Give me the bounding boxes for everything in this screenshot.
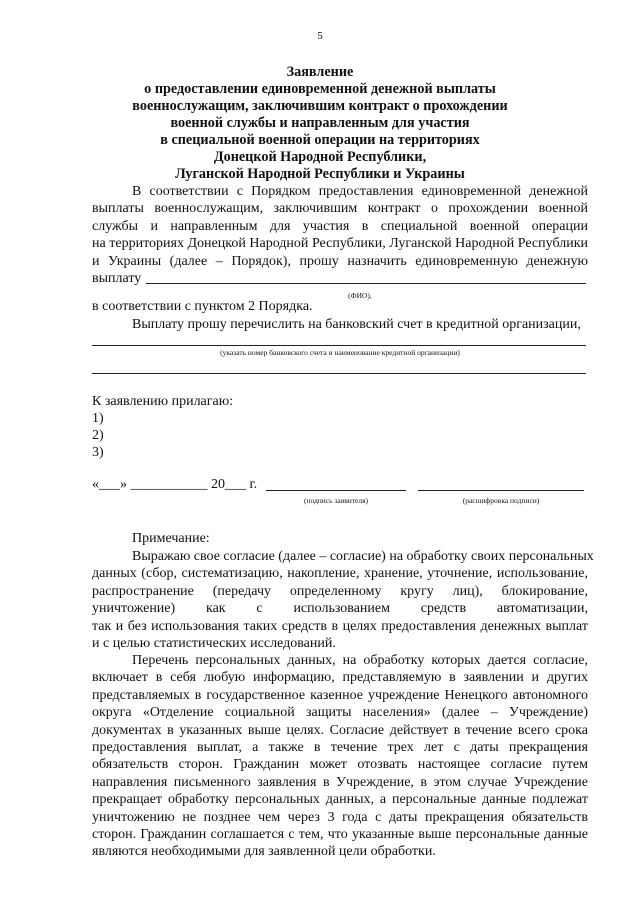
note-line: предоставления выплат, а также в течение трех лет с даты прекращения (92, 740, 588, 756)
fio-field-line (146, 283, 586, 284)
fio-caption: (ФИО), (348, 291, 372, 300)
bank-field-line (92, 345, 586, 346)
intro-line: выплату (92, 271, 142, 287)
note-line: прекращает обработку персональных данных, а персональные данные подлежат (92, 792, 588, 808)
title-line: Луганской Народной Республики и Украины (175, 166, 465, 182)
decode-caption: (расшифровка подписи) (462, 496, 540, 505)
note-line: Выражаю свое согласие (далее – согласие) на обработку своих персональных (132, 549, 594, 564)
intro-paragraph (92, 183, 588, 287)
title-line: о предоставлении единовременной денежной выплаты (144, 81, 496, 97)
note-line: так и без использования таких средств в целях предоставления денежных выплат (92, 618, 588, 634)
title-line: Донецкой Народной Республики, (213, 149, 427, 165)
note-heading: Примечание: (132, 531, 210, 546)
bank-caption: (указать номер банковского счета и наименование кредитной организации) (220, 348, 460, 357)
note-line: включает в себя любую информацию, представляемую в заявлении и других (92, 670, 588, 686)
intro-line: В соответствии с Порядком предоставления единовременной денежной (132, 184, 588, 199)
note-line: и с целью статистических исследований. (92, 636, 336, 652)
signature-caption: (подпись заявителя) (303, 496, 369, 505)
note-line: Перечень персональных данных, на обработку которых дается согласие, (132, 653, 588, 668)
title-line: военной службы и направленным для участия (170, 115, 470, 131)
document-title (60, 64, 580, 183)
note-line: документах в указанных выше целях. Согласие действует в течение всего срока (92, 722, 588, 738)
note-line: округа «Отделение социальной защиты населения» (далее – Учреждение) (92, 705, 588, 721)
page-number: 5 (317, 30, 323, 42)
attach-heading: К заявлению прилагаю: (92, 394, 234, 409)
note-line: являются необходимыми для заявленной цели обработки. (92, 844, 436, 860)
note-line: данных (сбор, систематизацию, накопление, хранение, уточнение, использование, (92, 566, 588, 582)
note-line: обязательств сторон. Гражданин может отозвать настоящее согласие путем (92, 757, 588, 773)
clause-text: в соответствии с пунктом 2 Порядка. (92, 299, 313, 314)
note-line: распространение (передачу определенному кругу лиц), блокирование, (92, 583, 588, 599)
signature-line (266, 490, 406, 491)
note-line: уничтожение) как с использованием средств автоматизации, (92, 601, 588, 617)
attach-item: 1) (92, 411, 104, 426)
intro-line: выплаты военнослужащим, заключившим контракт о прохождении военной (92, 201, 588, 217)
title-line: Заявление (286, 64, 354, 80)
title-line: в специальной военной операции на территориях (160, 132, 480, 148)
note-paragraph-2 (92, 652, 588, 861)
title-line: военнослужащим, заключившим контракт о прохождении (132, 98, 508, 114)
attach-item: 3) (92, 445, 104, 460)
bank-field-line-2 (92, 373, 586, 374)
note-line: представляемых в государственное казенное учреждение Ненецкого автономного (92, 687, 588, 703)
note-line: сторон. Гражданин соглашается с тем, что указанные выше персональные данные (92, 827, 588, 843)
intro-line: на территориях Донецкой Народной Республики, Луганской Народной Республики (92, 236, 588, 252)
bank-text: Выплату прошу перечислить на банковский счет в кредитной организации, (132, 317, 581, 332)
note-line: направления письменного заявления в Учреждение, в этом случае Учреждение (92, 774, 588, 790)
intro-line: службы и направленным для участия в специальной военной операции (92, 218, 588, 234)
note-paragraph-1 (92, 548, 594, 652)
decode-line (418, 490, 584, 491)
intro-line: и Украины (далее – Порядок), прошу назначить единовременную денежную (92, 253, 588, 269)
note-line: уничтожению не позднее чем через 3 года с даты прекращения обязательств (92, 809, 588, 825)
date-line: «___» ___________ 20___ г. (92, 477, 258, 492)
attach-item: 2) (92, 428, 104, 443)
